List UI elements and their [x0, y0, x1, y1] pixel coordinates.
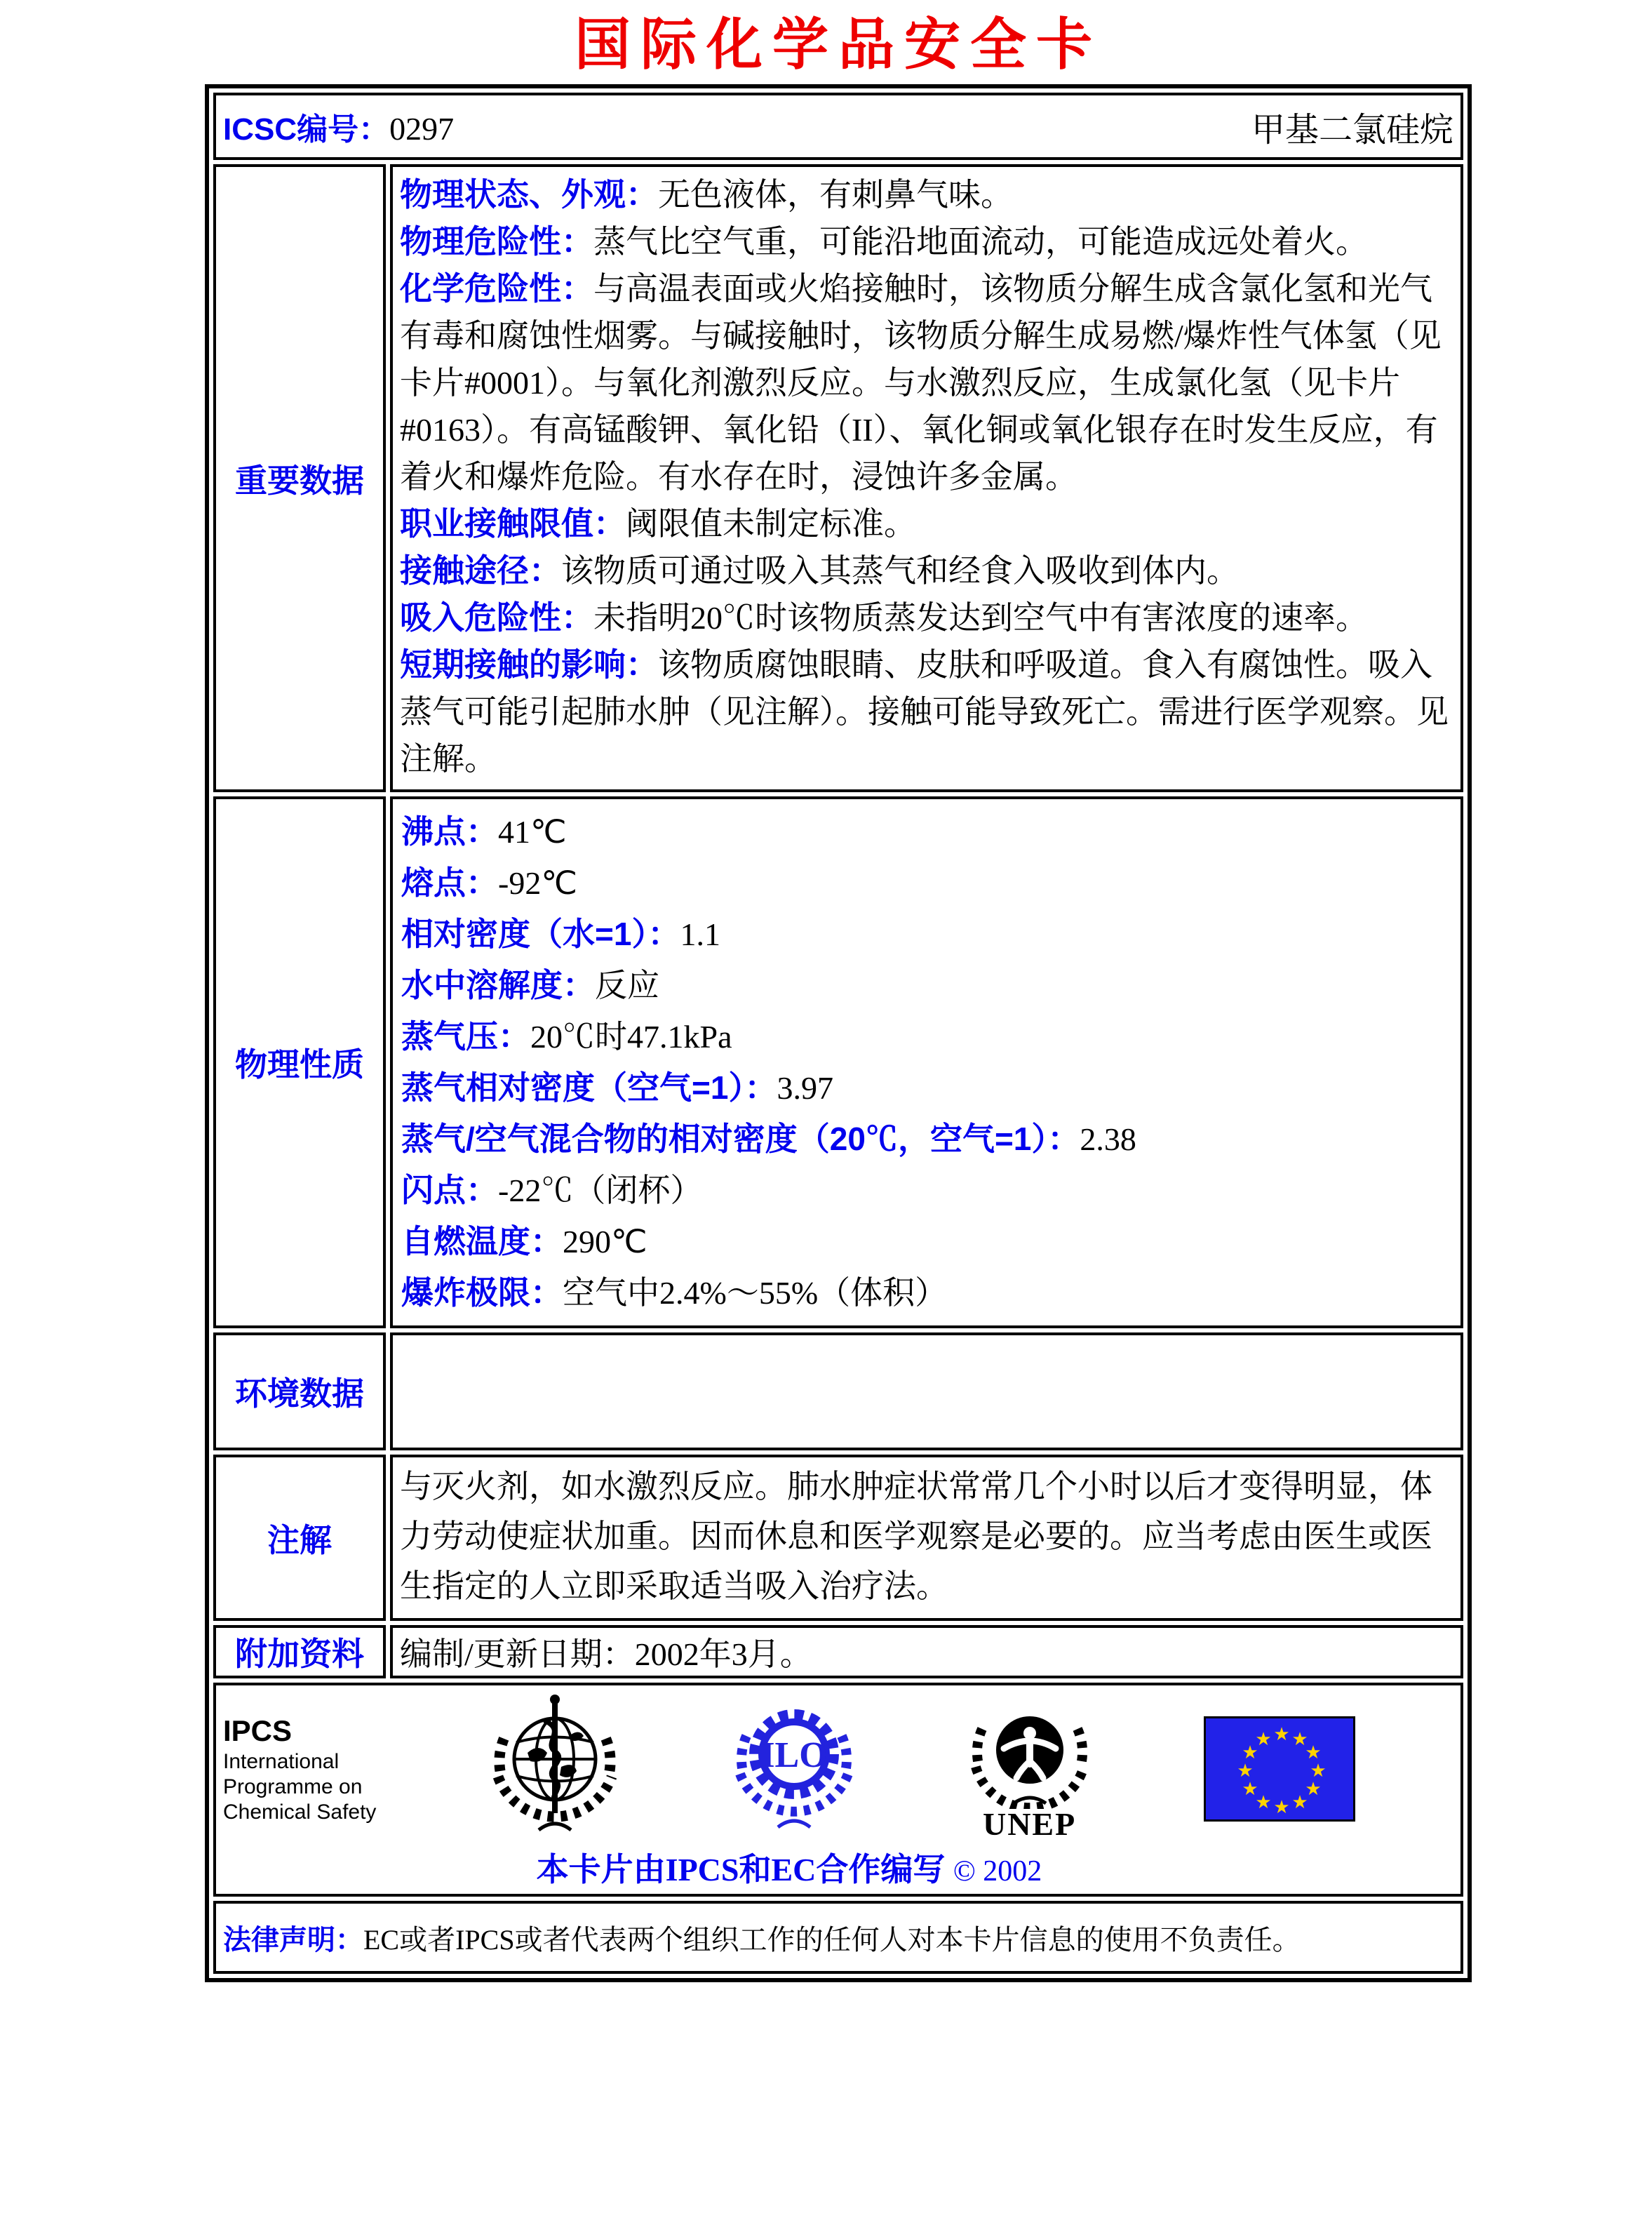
legal-cell	[213, 1901, 1463, 1974]
eu-star-icon	[1310, 1762, 1326, 1780]
physical-item	[401, 960, 1452, 1011]
ilo-monogram-text: ILO	[760, 1735, 828, 1775]
physical-item	[401, 1062, 1452, 1114]
ipcs-line: International	[223, 1749, 340, 1773]
icsc-table	[205, 84, 1472, 1982]
item-text: 该物质腐蚀眼睛、皮肤和呼吸道。食入有腐蚀性。吸入蒸气可能引起肺水肿（见注解）。接触可能导致死亡。需进行医学观察。见注解。	[400, 647, 1449, 777]
ipcs-line: Chemical Safety	[223, 1800, 377, 1824]
notes-content: 与灭火剂，如水激烈反应。肺水肿症状常常几个小时以后才变得明显，体力劳动使症状加重。因而休息和医学观察是必要的。应当考虑由医生或医生指定的人立即采取适当吸入治疗法。	[390, 1455, 1463, 1621]
chemical-name: 甲基二氯硅烷	[1251, 111, 1453, 149]
prepared-date-value: 2002年3月。	[634, 1636, 812, 1672]
item-text: 与高温表面或火焰接触时，该物质分解生成含氯化氢和光气有毒和腐蚀性烟雾。与碱接触时，该物质分解生成易燃/爆炸性气体氢（见卡片#0001）。与氧化剂激烈反应。与水激烈反应，生成氯化氢（见卡片#0163）。有高锰酸钾、氧化铅（II）、氧化铜或氧化银存在时发生反应，有着火和爆炸危险。有水存在时，浸蚀许多金属。	[400, 271, 1442, 495]
physical-item	[401, 1011, 1452, 1062]
item-text: 阈限值未制定标准。	[626, 506, 916, 542]
cooperation-caption-text: 本卡片由IPCS和EC合作编写	[536, 1852, 946, 1888]
item-label: 自燃温度：	[401, 1223, 563, 1260]
icsc-number-label: ICSC编号：	[223, 112, 390, 147]
eu-star-icon	[1242, 1780, 1258, 1798]
item-label: 短期接触的影响：	[400, 646, 658, 683]
physical-item	[401, 1114, 1452, 1165]
legal-row	[213, 1901, 1463, 1974]
important-item	[400, 265, 1452, 500]
item-label: 蒸气相对密度（空气=1）：	[401, 1069, 777, 1106]
icsc-number-value: 0297	[389, 111, 455, 147]
item-text: 蒸气比空气重，可能沿地面流动，可能造成远处着火。	[593, 224, 1368, 260]
physical-item	[401, 857, 1452, 909]
important-item	[400, 218, 1452, 265]
eu-flag-icon	[1204, 1716, 1355, 1822]
item-label: 职业接触限值：	[400, 505, 626, 542]
important-item	[400, 547, 1452, 594]
unep-wordmark: UNEP	[982, 1806, 1077, 1842]
item-text: 空气中2.4%～55%（体积）	[563, 1275, 948, 1311]
additional-info-row	[213, 1625, 1463, 1678]
eu-star-icon	[1291, 1793, 1308, 1812]
physical-item	[401, 909, 1452, 960]
item-label: 吸入危险性：	[400, 599, 593, 636]
item-label: 闪点：	[401, 1172, 498, 1208]
ipcs-line: Programme on	[223, 1775, 363, 1798]
item-label: 蒸气压：	[401, 1018, 530, 1055]
logos-row	[213, 1683, 1463, 1897]
eu-star-icon	[1255, 1730, 1271, 1749]
page-title: 国际化学品安全卡	[575, 13, 1102, 76]
physical-properties-label: 物理性质	[213, 796, 386, 1328]
eu-star-icon	[1273, 1798, 1289, 1817]
item-text: 未指明20℃时该物质蒸发达到空气中有害浓度的速率。	[593, 600, 1368, 636]
item-label: 熔点：	[401, 864, 498, 901]
header-row	[213, 93, 1463, 160]
icsc-card	[205, 0, 1472, 1982]
item-label: 沸点：	[401, 813, 498, 850]
environmental-data-label: 环境数据	[213, 1332, 386, 1450]
physical-item	[401, 1216, 1452, 1267]
copyright-year: © 2002	[953, 1855, 1042, 1888]
item-label: 化学危险性：	[400, 270, 593, 307]
item-label: 物理状态、外观：	[400, 176, 658, 213]
physical-properties-row	[213, 796, 1463, 1328]
important-item	[400, 171, 1452, 218]
item-text: -22℃（闭杯）	[498, 1173, 703, 1208]
item-label: 接触途径：	[400, 552, 561, 589]
important-data-content	[390, 164, 1463, 792]
unep-logo-block	[967, 1697, 1092, 1840]
item-label: 相对密度（水=1）：	[401, 916, 680, 952]
logos-cell	[213, 1683, 1463, 1897]
item-label: 爆炸极限：	[401, 1274, 563, 1311]
item-label: 物理危险性：	[400, 223, 593, 260]
eu-star-icon	[1273, 1725, 1289, 1744]
notes-label: 注解	[213, 1455, 386, 1621]
physical-item	[401, 806, 1452, 857]
physical-properties-content	[390, 796, 1463, 1328]
icsc-number-group	[223, 104, 454, 149]
legal-text: EC或者IPCS或者代表两个组织工作的任何人对本卡片信息的使用不负责任。	[363, 1923, 1301, 1956]
item-text: 反应	[595, 968, 659, 1003]
physical-item	[401, 1165, 1452, 1216]
item-label: 蒸气/空气混合物的相对密度（20℃，空气=1）：	[401, 1121, 1080, 1157]
item-text: 41℃	[498, 814, 567, 850]
physical-item	[401, 1267, 1452, 1318]
ilo-logo-icon	[733, 1695, 855, 1842]
environmental-data-content	[390, 1332, 1463, 1450]
prepared-date-label: 编制/更新日期：	[400, 1636, 635, 1672]
item-text: 1.1	[680, 916, 720, 952]
header-cell	[213, 93, 1463, 160]
item-label: 水中溶解度：	[401, 967, 595, 1003]
notes-row	[213, 1455, 1463, 1621]
item-text: 该物质可通过吸入其蒸气和经食入吸收到体内。	[561, 553, 1239, 589]
important-item	[400, 641, 1452, 782]
additional-info-content	[390, 1625, 1463, 1678]
important-item	[400, 594, 1452, 641]
ipcs-text-block	[223, 1713, 376, 1825]
item-text: 20℃时47.1kPa	[530, 1019, 732, 1055]
item-text: -92℃	[498, 865, 577, 901]
important-data-label: 重要数据	[213, 164, 386, 792]
eu-star-icon	[1237, 1762, 1253, 1780]
environmental-data-row	[213, 1332, 1463, 1450]
important-item	[400, 500, 1452, 547]
who-logo-icon	[488, 1692, 622, 1845]
item-text: 无色液体，有刺鼻气味。	[658, 177, 1013, 213]
eu-star-icon	[1305, 1744, 1321, 1762]
ipcs-acronym: IPCS	[223, 1713, 293, 1747]
additional-info-label: 附加资料	[213, 1625, 386, 1678]
item-text: 290℃	[563, 1224, 647, 1260]
item-text: 2.38	[1080, 1121, 1136, 1157]
cooperation-caption	[223, 1852, 1355, 1890]
legal-label: 法律声明：	[223, 1924, 363, 1956]
important-data-row	[213, 164, 1463, 792]
item-text: 3.97	[777, 1070, 833, 1106]
